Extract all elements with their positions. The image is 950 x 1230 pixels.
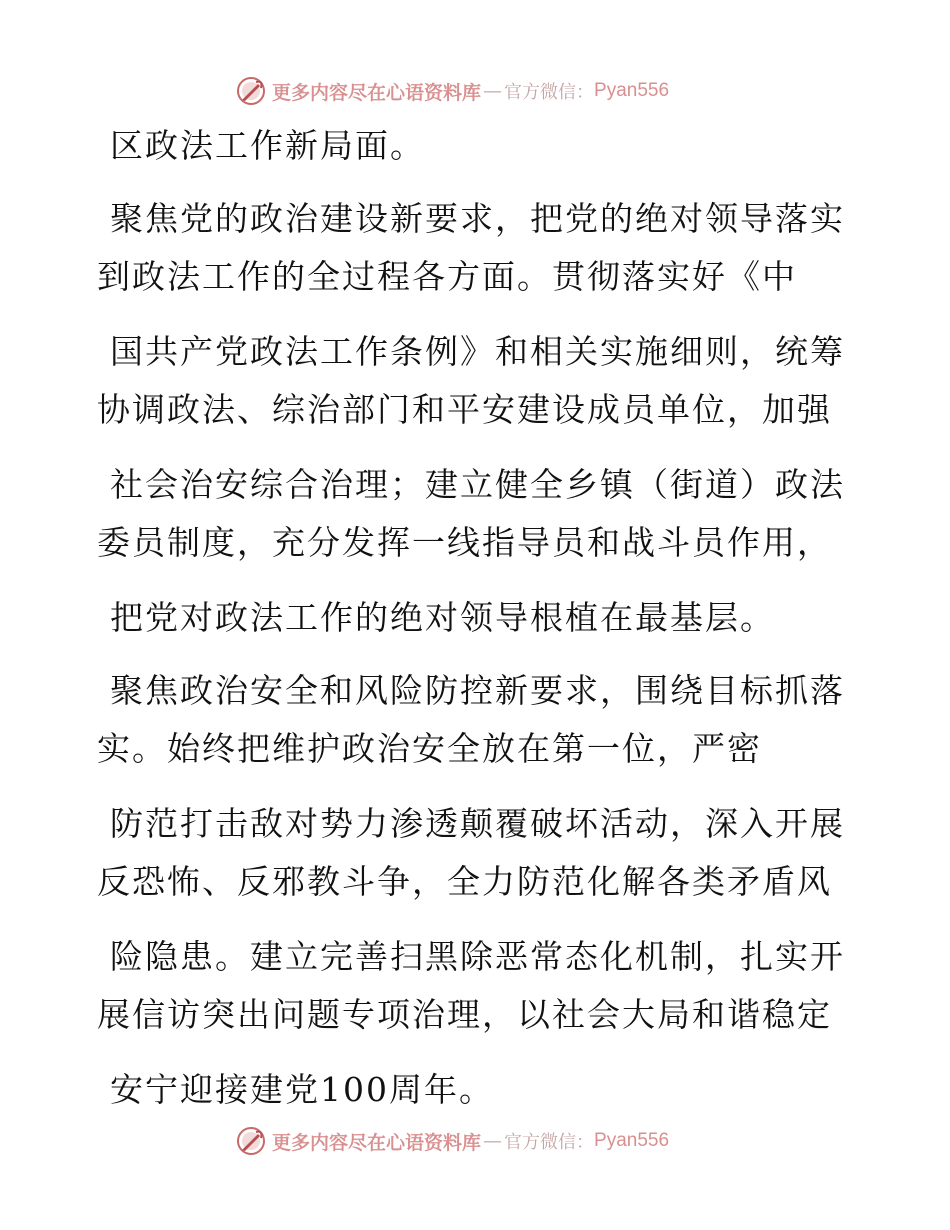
- watermark-label: 官方微信：: [504, 82, 595, 103]
- text-line: 安宁迎接建党100周年。: [110, 1070, 494, 1109]
- quill-logo-icon: [236, 1126, 266, 1156]
- header-watermark: [236, 74, 669, 108]
- text-line: 险隐患。建立完善扫黑除恶常态化机制，扎实开: [110, 937, 845, 976]
- text-line: 展信访突出问题专项治理，以社会大局和谐稳定: [97, 995, 832, 1034]
- text-line: 国共产党政法工作条例》和相关实施细则，统筹: [110, 332, 845, 371]
- text-line: 区政法工作新局面。: [110, 126, 425, 165]
- watermark-brand: 更多内容尽在心语资料库: [272, 81, 482, 104]
- watermark-id: Pyan556: [594, 80, 670, 101]
- watermark-label: 官方微信：: [504, 1132, 595, 1153]
- text-line: 委员制度，充分发挥一线指导员和战斗员作用，: [97, 523, 832, 562]
- text-line: 聚焦政治安全和风险防控新要求，围绕目标抓落: [110, 671, 845, 710]
- text-line: 实。始终把维护政治安全放在第一位，严密: [97, 729, 762, 768]
- watermark-id: Pyan556: [594, 1130, 670, 1151]
- text-line: 反恐怖、反邪教斗争，全力防范化解各类矛盾风: [97, 862, 832, 901]
- text-line: 聚焦党的政治建设新要求，把党的绝对领导落实: [110, 199, 845, 238]
- quill-logo-icon: [236, 76, 266, 106]
- watermark-dash: —: [483, 80, 503, 102]
- text-line: 协调政法、综治部门和平安建设成员单位，加强: [97, 390, 832, 429]
- text-line: 社会治安综合治理；建立健全乡镇（街道）政法: [110, 465, 845, 504]
- footer-watermark: [236, 1124, 669, 1158]
- watermark-brand: 更多内容尽在心语资料库: [272, 1131, 482, 1154]
- text-line: 把党对政法工作的绝对领导根植在最基层。: [110, 598, 775, 637]
- text-line: 到政法工作的全过程各方面。贯彻落实好《中: [97, 257, 797, 296]
- text-line: 防范打击敌对势力渗透颠覆破坏活动，深入开展: [110, 804, 845, 843]
- watermark-dash: —: [483, 1130, 503, 1152]
